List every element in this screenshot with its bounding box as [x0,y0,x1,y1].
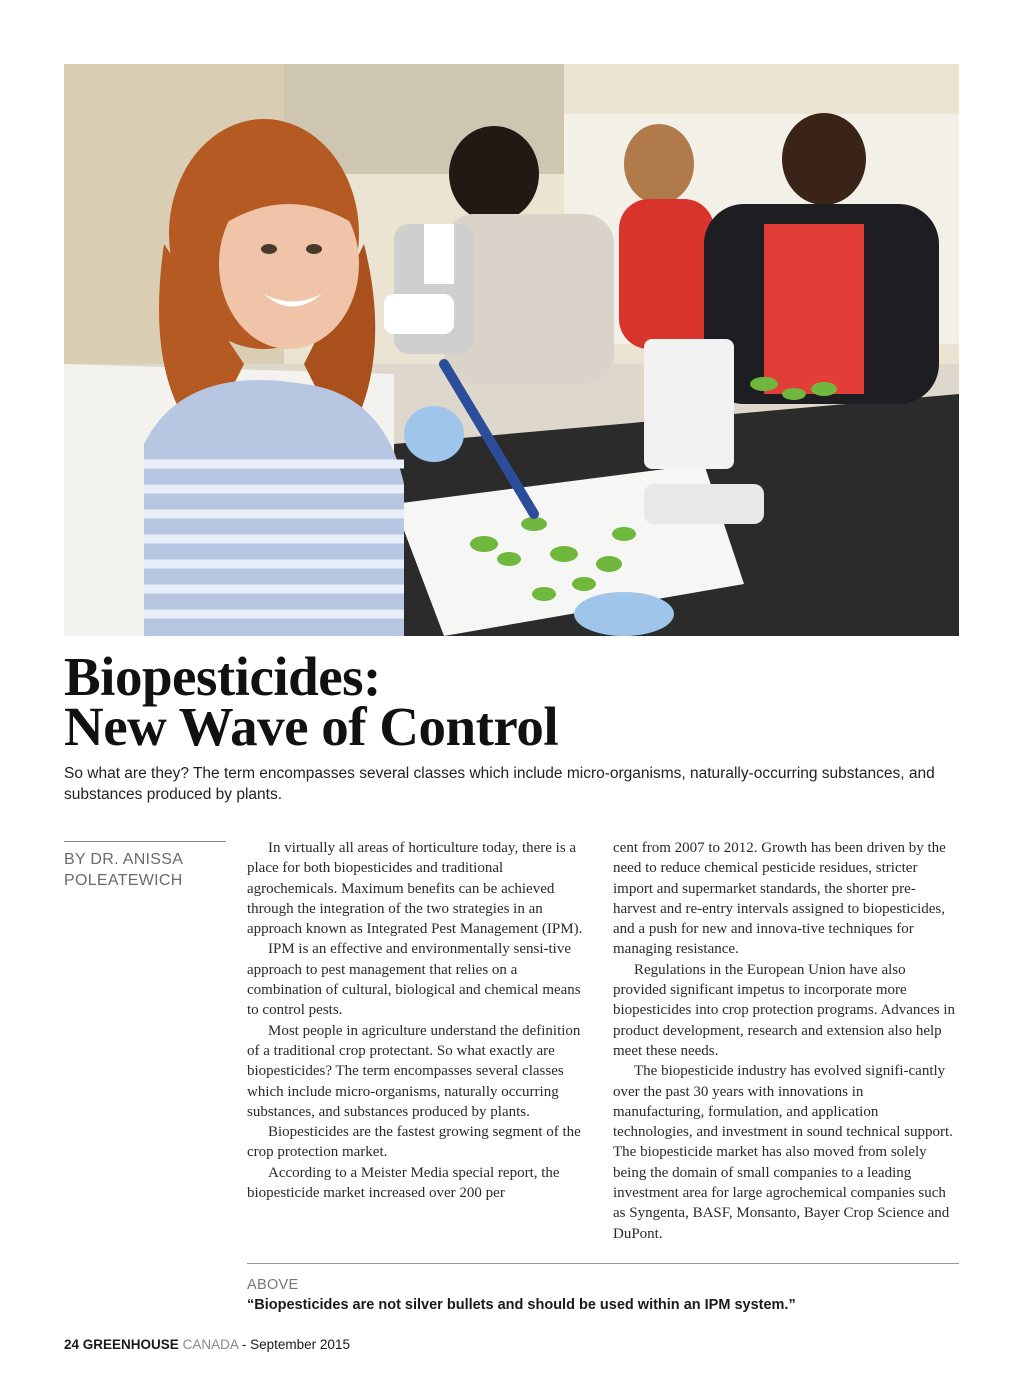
paragraph: In virtually all areas of horticulture today, there is a place for both biopesticides and traditional agrochemicals. Maximum benefits can be achieved through the integration of the two strategies in an approach known as Integrated Pest Management (IPM). [247,840,583,938]
paragraph: According to a Meister Media special report, the biopesticide market increased over 200 per [247,1164,560,1202]
paragraph: IPM is an effective and environmentally sensi-tive approach to pest management that relies on a combination of cultural, biological and chemical means to control pests. [247,941,581,1019]
caption-label: ABOVE [247,1277,299,1293]
paragraph: cent from 2007 to 2012. Growth has been driven by the need to reduce chemical pesticide residues, stricter import and supermarket standards, the shorter pre-harvest and re-entry intervals assigned to biopesticides, and a push for new and innova-tive techniques for managing resistance. [613,840,946,958]
caption-quote: “Biopesticides are not silver bullets and should be used within an IPM system.” [247,1297,796,1313]
page-number: 24 [64,1337,80,1352]
lab-researchers-photo [64,64,959,636]
byline [64,849,234,891]
article-headline [64,646,964,757]
caption-divider [247,1263,959,1264]
paragraph: Biopesticides are the fastest growing segment of the crop protection market. [247,1124,581,1161]
byline-line-2: POLEATEWICH [64,872,183,889]
headline-line-2: New Wave of Control [64,696,559,757]
paragraph: Most people in agriculture understand the definition of a traditional crop protectant. So what exactly are biopesticides? The term encompasses several classes which include micro-organisms, naturally occurring substances, and substances produced by plants. [247,1022,581,1120]
byline-line-1: BY DR. ANISSA [64,851,184,868]
body-column-1 [247,838,590,1203]
paragraph: Regulations in the European Union have also provided significant impetus to incorporate more biopesticides into crop protection programs. Advances in product development, research and extension also help meet these needs. [613,961,956,1059]
issue-date: - September 2015 [241,1337,350,1352]
magazine-brand: GREENHOUSE [82,1337,179,1352]
byline-divider [64,841,226,842]
magazine-brand-light: CANADA [182,1337,239,1352]
headline-line-1: Biopesticides: [64,646,381,707]
article-deck: So what are they? The term encompasses several classes which include micro-organisms, naturally-occurring substances, and substances produced by plants. [64,765,935,803]
page-footer [64,1337,350,1352]
body-column-2 [613,838,956,1244]
lead-photo [64,64,959,636]
paragraph: The biopesticide industry has evolved signifi-cantly over the past 30 years with innovations in manufacturing, formulation, and application technologies, and investment in sound technical support. The biopesticide market has also moved from solely being the domain of small companies to a leading investment area for large agrochemical companies such as Syngenta, BASF, Monsanto, Bayer Crop Science and DuPont. [613,1063,953,1242]
